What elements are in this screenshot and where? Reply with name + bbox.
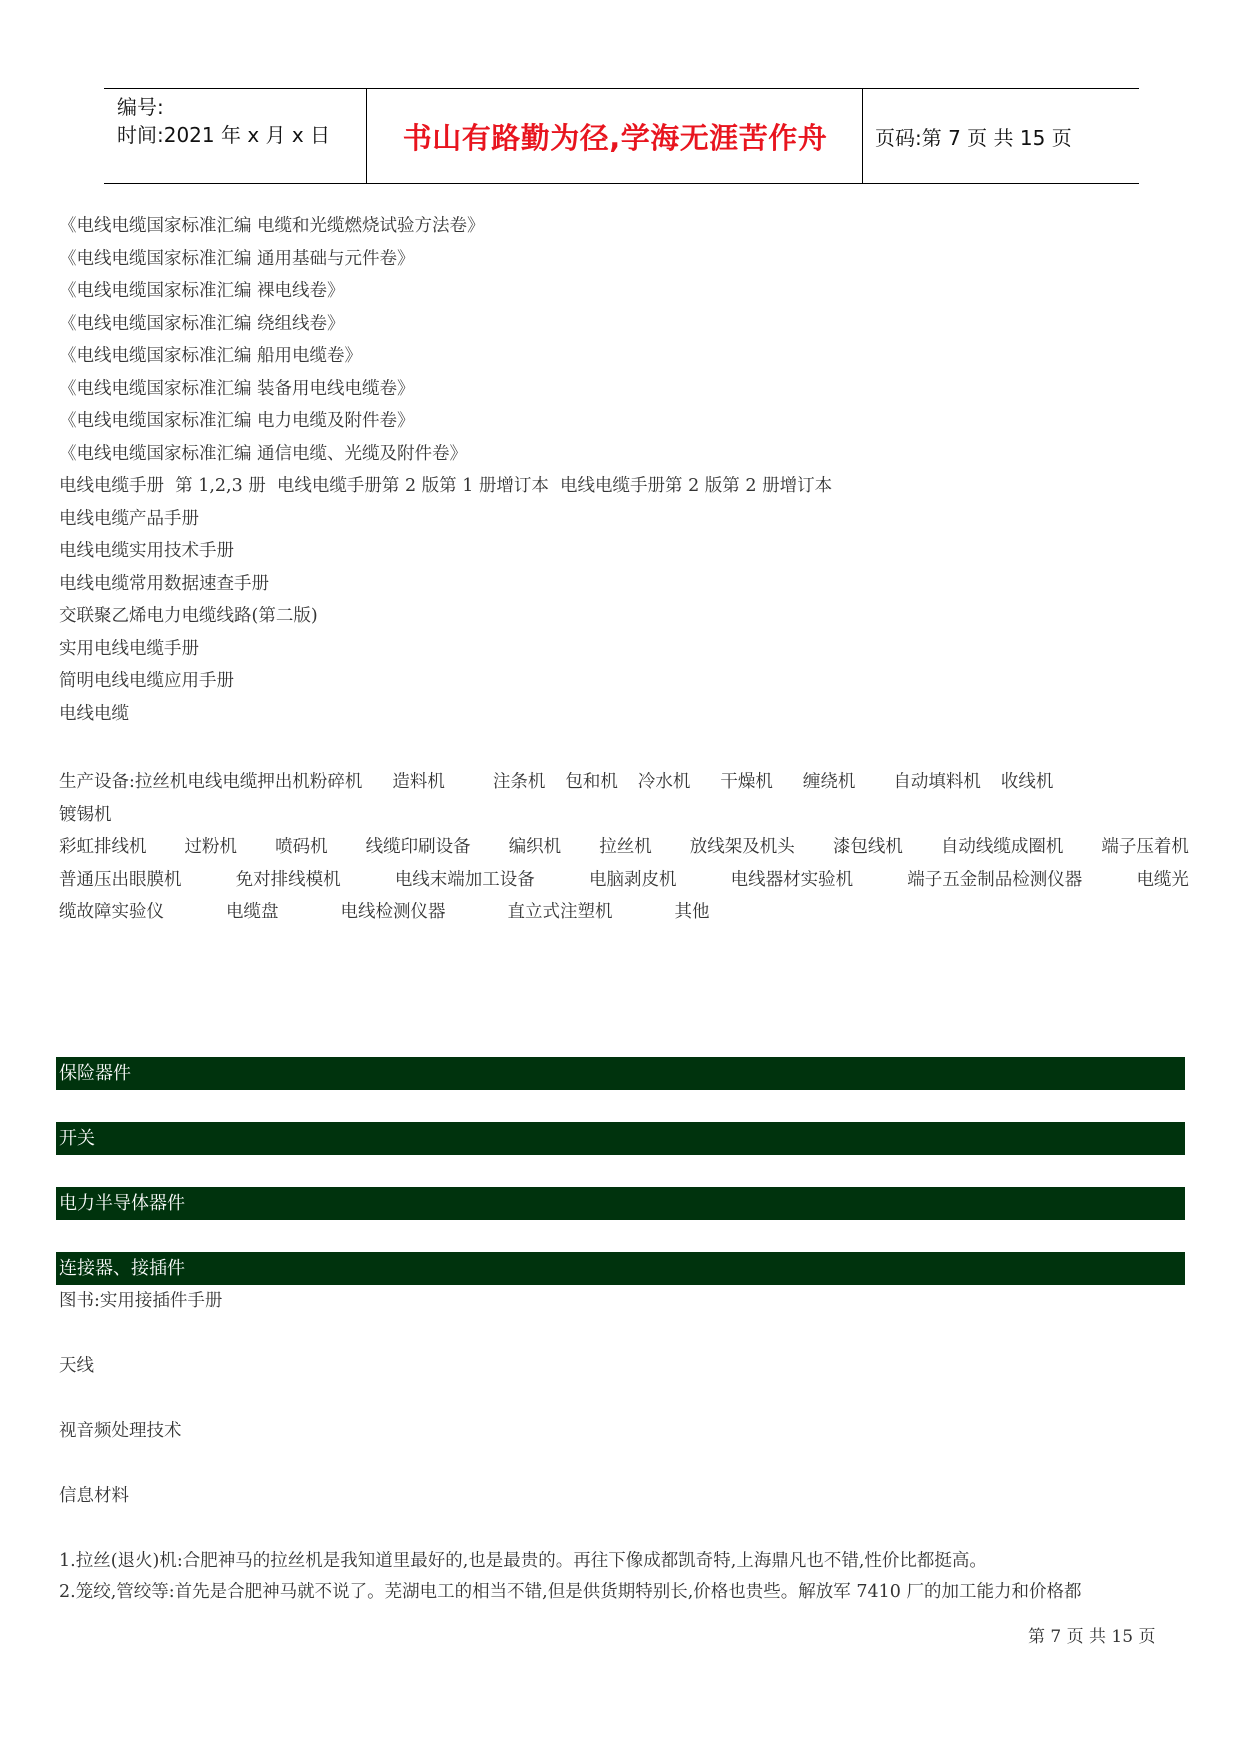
equipment-item: 包和机 <box>565 772 618 792</box>
list-item: 电线电缆手册 第 1,2,3 册 电线电缆手册第 2 版第 1 册增订本 电线电缆手册第 2 版第 2 册增订本 <box>59 476 833 496</box>
section-av-processing: 视音频处理技术 <box>59 1421 182 1441</box>
list-item: 《电线电缆国家标准汇编 装备用电线电缆卷》 <box>59 378 415 399</box>
equipment-item: 造料机 <box>392 772 445 792</box>
book-list <box>59 210 1189 730</box>
doc-time-label: 时间:2021 年 x 月 x 日 <box>117 123 331 147</box>
equipment-item: 注条机 <box>492 772 546 792</box>
paragraph-drawing-machine: 1.拉丝(退火)机:合肥神马的拉丝机是我知道里最好的,也是最贵的。再往下像成都凯奇特,上海鼎凡也不错,性价比都挺高。 <box>59 1551 987 1571</box>
list-item: 电线电缆产品手册 <box>59 508 199 529</box>
equipment-item: 冷水机 <box>637 772 691 792</box>
equipment-item: 电脑剥皮机 <box>588 869 677 890</box>
equipment-row <box>59 766 1189 799</box>
equipment-item: 直立式注塑机 <box>507 902 613 922</box>
equipment-item: 普通压出眼膜机 <box>59 869 182 890</box>
equipment-item: 喷码机 <box>275 837 328 857</box>
equipment-item: 电线检测仪器 <box>340 902 446 922</box>
equipment-item: 免对排线模机 <box>235 869 341 890</box>
equipment-row <box>59 864 1189 897</box>
equipment-row <box>59 799 1189 832</box>
list-item: 简明电线电缆应用手册 <box>59 671 234 691</box>
list-item: 《电线电缆国家标准汇编 绕组线卷》 <box>59 313 345 334</box>
section-bar-fuse: 保险器件 <box>56 1057 1185 1090</box>
equipment-item: 生产设备:拉丝机电线电缆押出机粉碎机 <box>59 772 363 792</box>
equipment-item: 其他 <box>674 902 710 922</box>
equipment-section <box>59 766 1189 929</box>
equipment-row <box>59 896 1189 929</box>
equipment-item: 漆包线机 <box>832 837 903 857</box>
section-bar-connector: 连接器、接插件 <box>56 1252 1185 1285</box>
equipment-item: 电缆光 <box>1136 869 1189 890</box>
paragraph-stranding-machine: 2.笼绞,管绞等:首先是合肥神马就不说了。芜湖电工的相当不错,但是供货期特别长,价格也贵些。解放军 7410 厂的加工能力和价格都 <box>59 1582 1082 1602</box>
header-meta <box>117 93 330 149</box>
list-item: 《电线电缆国家标准汇编 电力电缆及附件卷》 <box>59 411 415 431</box>
equipment-item: 自动线缆成圈机 <box>940 837 1064 857</box>
connector-books: 图书:实用接插件手册 <box>59 1291 223 1311</box>
equipment-item: 彩虹排线机 <box>59 837 147 857</box>
list-item: 《电线电缆国家标准汇编 通用基础与元件卷》 <box>59 248 415 269</box>
list-item: 《电线电缆国家标准汇编 船用电缆卷》 <box>59 346 363 366</box>
equipment-item: 镀锡机 <box>59 804 112 825</box>
section-bar-switch: 开关 <box>56 1122 1185 1155</box>
header-divider <box>862 89 863 183</box>
page-footer: 第 7 页 共 15 页 <box>1028 1627 1156 1647</box>
page-header <box>104 88 1139 184</box>
section-antenna: 天线 <box>59 1356 94 1376</box>
equipment-item: 线缆印刷设备 <box>365 837 471 857</box>
section-info-materials: 信息材料 <box>59 1486 129 1506</box>
list-item: 电线电缆实用技术手册 <box>59 541 234 561</box>
equipment-item: 电线末端加工设备 <box>394 869 535 890</box>
equipment-item: 干燥机 <box>720 772 773 792</box>
equipment-item: 自动填料机 <box>893 772 981 792</box>
list-item: 《电线电缆国家标准汇编 电缆和光缆燃烧试验方法卷》 <box>59 216 485 236</box>
list-item: 实用电线电缆手册 <box>59 638 199 659</box>
equipment-item: 拉丝机 <box>599 837 652 857</box>
header-page-label: 页码:第 7 页 共 15 页 <box>875 125 1072 150</box>
equipment-item: 收线机 <box>1000 772 1054 792</box>
equipment-row <box>59 831 1189 864</box>
equipment-item: 端子五金制品检测仪器 <box>907 869 1083 890</box>
equipment-item: 电缆盘 <box>226 902 279 922</box>
equipment-item: 端子压着机 <box>1101 837 1189 857</box>
equipment-item: 编织机 <box>508 837 562 857</box>
header-divider <box>366 89 367 183</box>
list-item: 交联聚乙烯电力电缆线路(第二版) <box>59 606 318 626</box>
header-motto: 书山有路勤为径,学海无涯苦作舟 <box>402 120 828 155</box>
equipment-item: 电线器材实验机 <box>730 869 854 890</box>
list-item: 《电线电缆国家标准汇编 通信电缆、光缆及附件卷》 <box>59 443 468 464</box>
equipment-item: 过粉机 <box>184 837 238 857</box>
equipment-item: 缠绕机 <box>802 772 856 792</box>
list-item: 电线电缆常用数据速查手册 <box>59 573 269 594</box>
list-item: 《电线电缆国家标准汇编 裸电线卷》 <box>59 281 345 301</box>
equipment-item: 放线架及机头 <box>689 837 795 857</box>
section-bar-power-semiconductor: 电力半导体器件 <box>56 1187 1185 1220</box>
equipment-item: 缆故障实验仪 <box>59 902 164 922</box>
list-item: 电线电缆 <box>59 703 129 724</box>
doc-number-label: 编号: <box>117 95 164 119</box>
